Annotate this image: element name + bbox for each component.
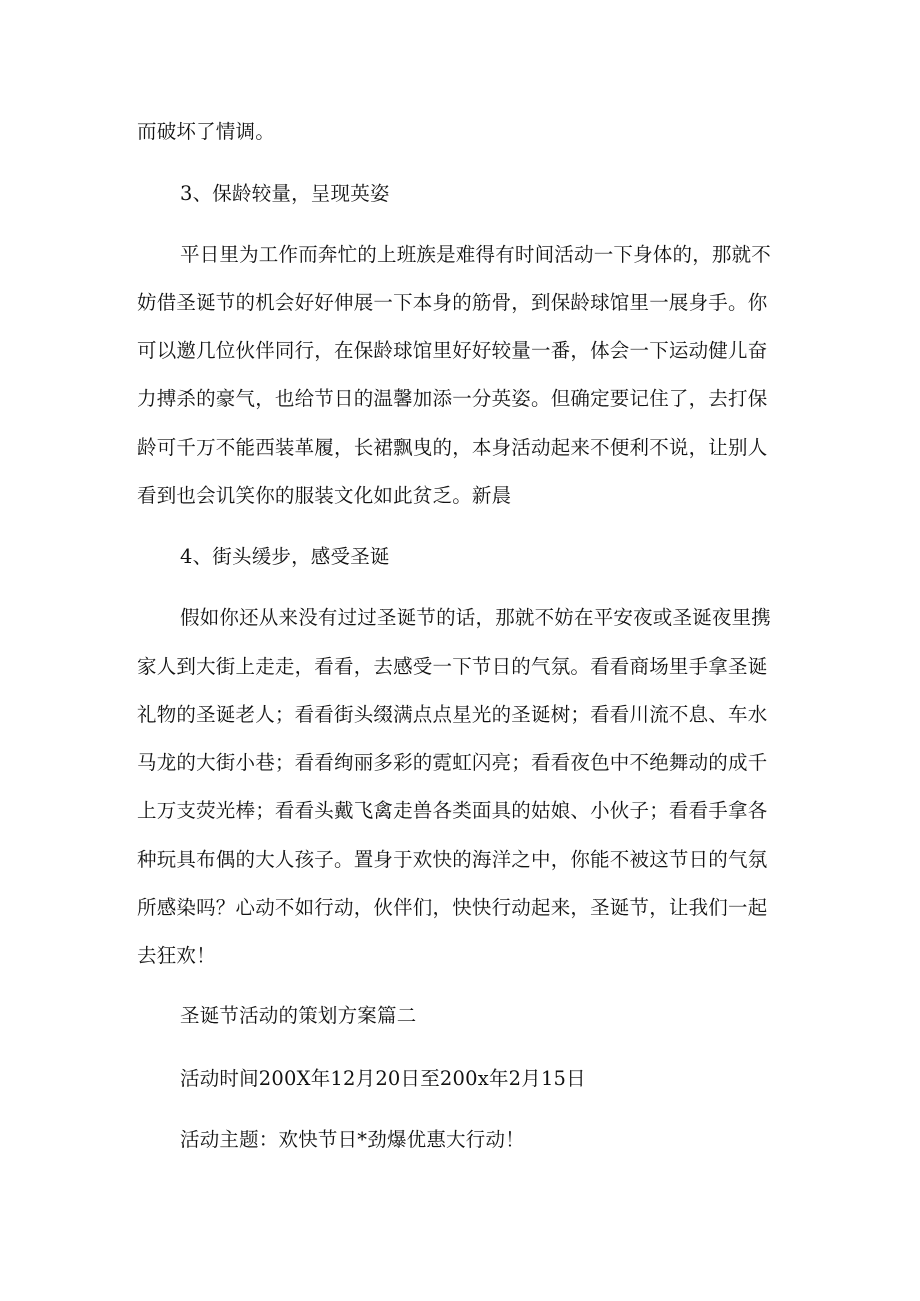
section-heading: 4、街头缓步，感受圣诞 (180, 545, 390, 568)
part-title: 圣诞节活动的策划方案篇二 (180, 1004, 417, 1027)
activity-time: 活动时间200X年12月20日至200x年2月15日 (180, 1067, 586, 1090)
text-line: 假如你还从来没有过过圣诞节的话，那就不妨在平安夜或圣诞夜里携 (180, 606, 772, 629)
text-line: 所感染吗？心动不如行动，伙伴们，快快行动起来，圣诞节，让我们一起 (137, 896, 768, 919)
text-line: 马龙的大街小巷；看看绚丽多彩的霓虹闪亮；看看夜色中不绝舞动的成千 (137, 751, 768, 774)
text-line: 看到也会讥笑你的服装文化如此贫乏。新晨 (137, 484, 512, 507)
text-line: 平日里为工作而奔忙的上班族是难得有时间活动一下身体的，那就不 (180, 243, 772, 266)
text-line: 种玩具布偶的大人孩子。置身于欢快的海洋之中，你能不被这节日的气氛 (137, 848, 768, 871)
text-line: 妨借圣诞节的机会好好伸展一下本身的筋骨，到保龄球馆里一展身手。你 (137, 291, 768, 314)
text-line: 家人到大街上走走，看看，去感受一下节日的气氛。看看商场里手拿圣诞 (137, 655, 768, 678)
text-line: 可以邀几位伙伴同行，在保龄球馆里好好较量一番，体会一下运动健儿奋 (137, 339, 768, 362)
text-line: 力搏杀的豪气，也给节日的温馨加添一分英姿。但确定要记住了，去打保 (137, 387, 768, 410)
text-line: 上万支荧光棒；看看头戴飞禽走兽各类面具的姑娘、小伙子；看看手拿各 (137, 799, 768, 822)
text-line: 礼物的圣诞老人；看看街头缀满点点星光的圣诞树；看看川流不息、车水 (137, 703, 768, 726)
text-line: 龄可千万不能西装革履，长裙飘曳的，本身活动起来不便利不说，让别人 (137, 436, 768, 459)
text-line: 而破坏了情调。 (137, 120, 275, 143)
text-line: 去狂欢！ (137, 944, 216, 967)
section-heading: 3、保龄较量，呈现英姿 (180, 182, 390, 205)
activity-theme: 活动主题：欢快节日*劲爆优惠大行动！ (180, 1128, 525, 1151)
